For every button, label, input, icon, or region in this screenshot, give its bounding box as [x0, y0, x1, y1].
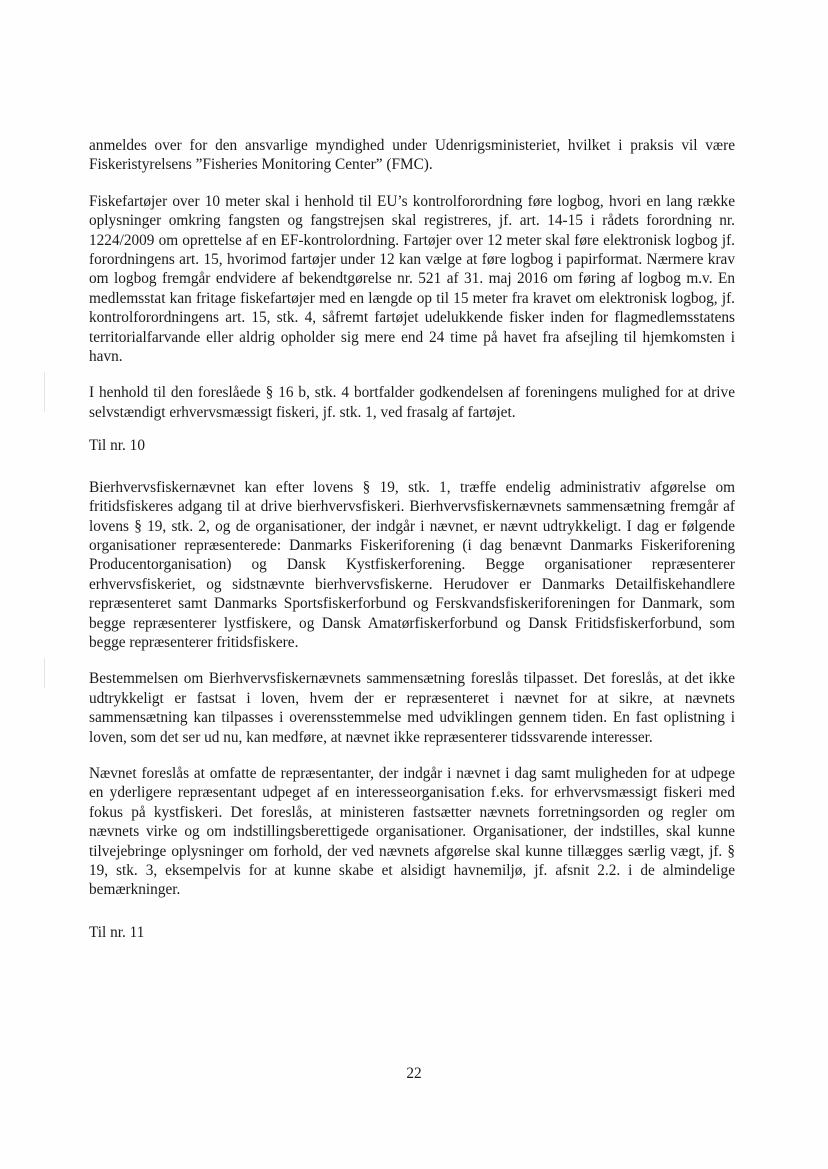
paragraph-board-composition: Bierhvervsfiskernævnet kan efter lovens § 19, stk. 1, træffe endelig administrativ afgørelse om fritidsfiskeres adgang til at drive bierhvervsfiskeri. Bierhvervsfiskernævnets sammensætning fremgår af lovens § 19, stk. 2, og de organisationer, der indgår i nævnet, er nævnt udtrykkeligt. I dag er følgende organisationer repræsenterede: Danmarks Fiskeriforening (i dag benævnt Danmarks Fiskeriforening Producentorganisation) og Dansk Kystfiskerforening. Begge organisationer repræsenterer erhvervsfiskeriet, og sidstnævnte bierhvervsfiskerne. Herudover er Danmarks Detailfiskehandlere repræsenteret samt Danmarks Sportsfiskerforbund og Ferskvandsfiskeriforeningen for Danmark, som begge repræsenterer lystfiskere, og Dansk Amatørfiskerforbund og Dansk Fritidsfiskerforbund, som begge repræsenterer fritidsfiskere. — [89, 478, 735, 651]
paragraph-logbook: Fiskefartøjer over 10 meter skal i henhold til EU’s kontrolforordning føre logbog, hvori en lang række oplysninger omkring fangsten og fangstrejsen skal registreres, jf. art. 14-15 i rådets forordning nr. 1224/2009 om oprettelse af en EF-kontrolordning. Fartøjer over 12 meter skal føre elektronisk logbog jf. forordningens art. 15, hvorimod fartøjer under 12 kan vælge at føre logbog i papirformat. Nærmere krav om logbog fremgår endvidere af bekendtgørelse nr. 521 af 31. maj 2016 om føring af logbog m.v. En medlemsstat kan fritage fiskefartøjer med en længde op til 15 meter fra kravet om elektronisk logbog, jf. kontrolforordningens art. 15, stk. 4, såfremt fartøjet udelukkende fisker inden for flagmedlemsstatens territorialfarvande eller aldrig opholder sig mere end 24 time på havet fra afsejling til hjemkomsten i havn. — [89, 192, 735, 366]
document-body — [89, 136, 735, 942]
paragraph-board-adjustment: Bestemmelsen om Bierhvervsfiskernævnets sammensætning foreslås tilpasset. Det foreslås, at det ikke udtrykkeligt er fastsat i loven, hvem der er repræsenteret i nævnet for at sikre, at nævnets sammensætning kan tilpasses i overensstemmelse med udviklingen gennem tiden. En fast oplistning i loven, som det ser ud nu, kan medføre, at nævnet ikke repræsenterer tidssvarende interesser. — [89, 670, 735, 746]
section-heading-nr-10: Til nr. 10 — [89, 437, 145, 455]
scan-artifact — [44, 372, 45, 412]
section-heading-nr-11: Til nr. 11 — [89, 923, 145, 941]
scan-artifact — [44, 658, 45, 688]
paragraph-fmc: anmeldes over for den ansvarlige myndighed under Udenrigsministeriet, hvilket i praksis vil være Fiskeristyrelsens ”Fisheries Monitoring Center” (FMC). — [89, 137, 735, 174]
paragraph-approval: I henhold til den foreslåede § 16 b, stk. 4 bortfalder godkendelsen af foreningens mulighed for at drive selvstændigt erhvervsmæssigt fiskeri, jf. stk. 1, ved frasalg af fartøjet. — [89, 384, 735, 421]
page-number: 22 — [406, 1065, 422, 1082]
paragraph-board-representatives: Nævnet foreslås at omfatte de repræsentanter, der indgår i nævnet i dag samt muligheden for at udpege en yderligere repræsentant udpeget af en interesseorganisation f.eks. for erhvervsmæssigt fiskeri med fokus på kystfiskeri. Det foreslås, at ministeren fastsætter nævnets forretningsorden og regler om nævnets virke og om indstillingsberettigede organisationer. Organisationer, der indstilles, skal kunne tilvejebringe oplysninger om forhold, der ved nævnets afgørelse skal kunne tillægges særlig vægt, jf. § 19, stk. 3, eksempelvis for at kunne skabe et alsidigt havnemiljø, jf. afsnit 2.2. i de almindelige bemærkninger. — [89, 764, 735, 899]
